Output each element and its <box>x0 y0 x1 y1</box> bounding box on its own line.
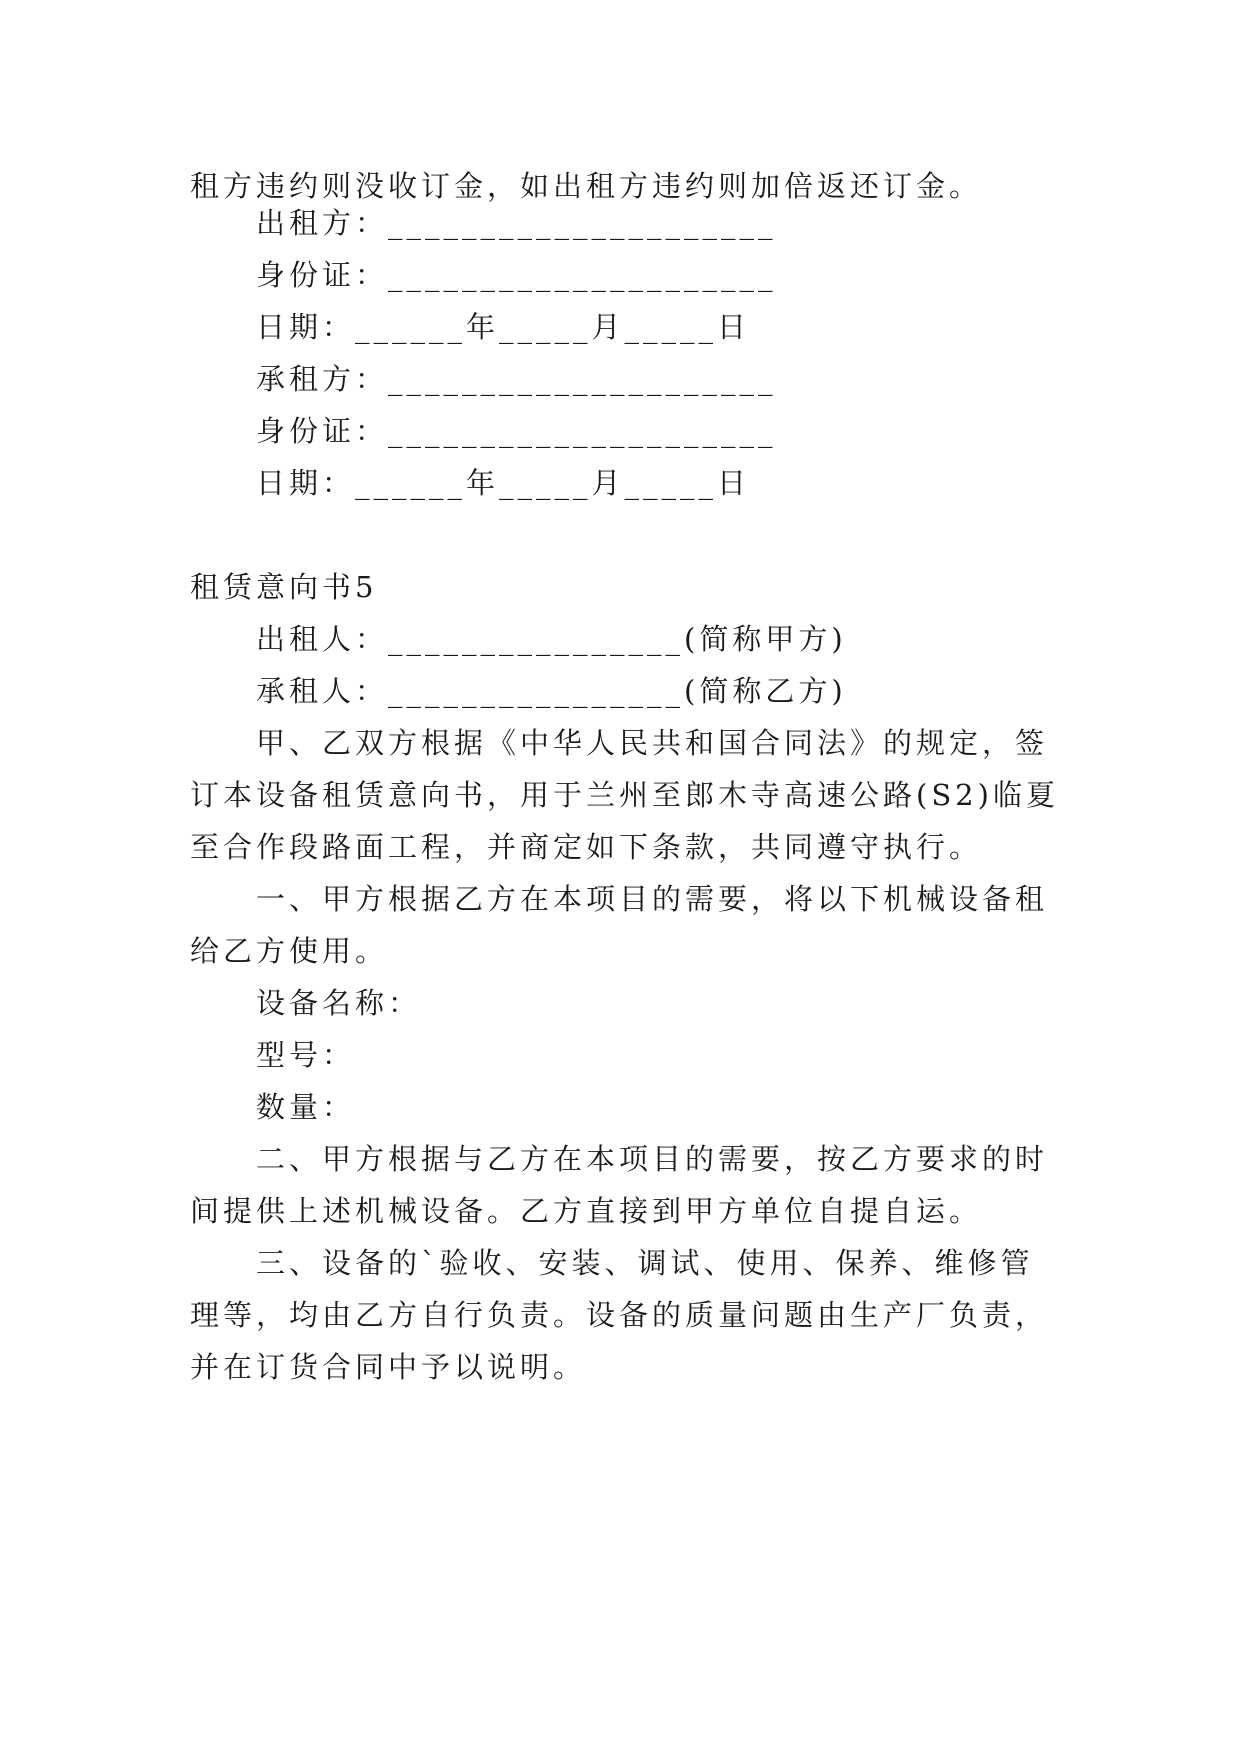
lessee-signature-line: 承租方：_____________________ <box>256 362 777 396</box>
paragraph-line: 一、甲方根据乙方在本项目的需要，将以下机械设备租 <box>256 882 1049 916</box>
quantity-line: 数量： <box>256 1090 356 1124</box>
lessee-id-line: 身份证：_____________________ <box>256 414 777 448</box>
paragraph-line: 二、甲方根据与乙方在本项目的需要，按乙方要求的时 <box>256 1142 1049 1176</box>
paragraph-line: 至合作段路面工程，并商定如下条款，共同遵守执行。 <box>190 830 983 864</box>
section-title: 租赁意向书5 <box>190 570 378 604</box>
party-a-line: 出租人：________________(简称甲方) <box>256 622 847 656</box>
lessor-id-line: 身份证：_____________________ <box>256 258 777 292</box>
paragraph-line: 理等，均由乙方自行负责。设备的质量问题由生产厂负责， <box>190 1298 1049 1332</box>
paragraph-line: 给乙方使用。 <box>190 934 389 968</box>
paragraph-line: 甲、乙双方根据《中华人民共和国合同法》的规定，签 <box>256 726 1049 760</box>
paragraph-line: 并在订货合同中予以说明。 <box>190 1350 587 1384</box>
party-b-line: 承租人：________________(简称乙方) <box>256 674 847 708</box>
paragraph-line: 订本设备租赁意向书，用于兰州至郎木寺高速公路(S2)临夏 <box>190 778 1059 812</box>
lessor-signature-line: 出租方：_____________________ <box>256 206 777 240</box>
lessor-date-line: 日期：______年_____月_____日 <box>256 310 751 344</box>
paragraph-line: 三、设备的`验收、安装、调试、使用、保养、维修管 <box>256 1246 1034 1280</box>
lessee-date-line: 日期：______年_____月_____日 <box>256 466 751 500</box>
model-line: 型号： <box>256 1038 356 1072</box>
equipment-name-line: 设备名称： <box>256 986 422 1020</box>
paragraph-line: 间提供上述机械设备。乙方直接到甲方单位自提自运。 <box>190 1194 983 1228</box>
paragraph-line: 租方违约则没收订金，如出租方违约则加倍返还订金。 <box>190 169 983 203</box>
